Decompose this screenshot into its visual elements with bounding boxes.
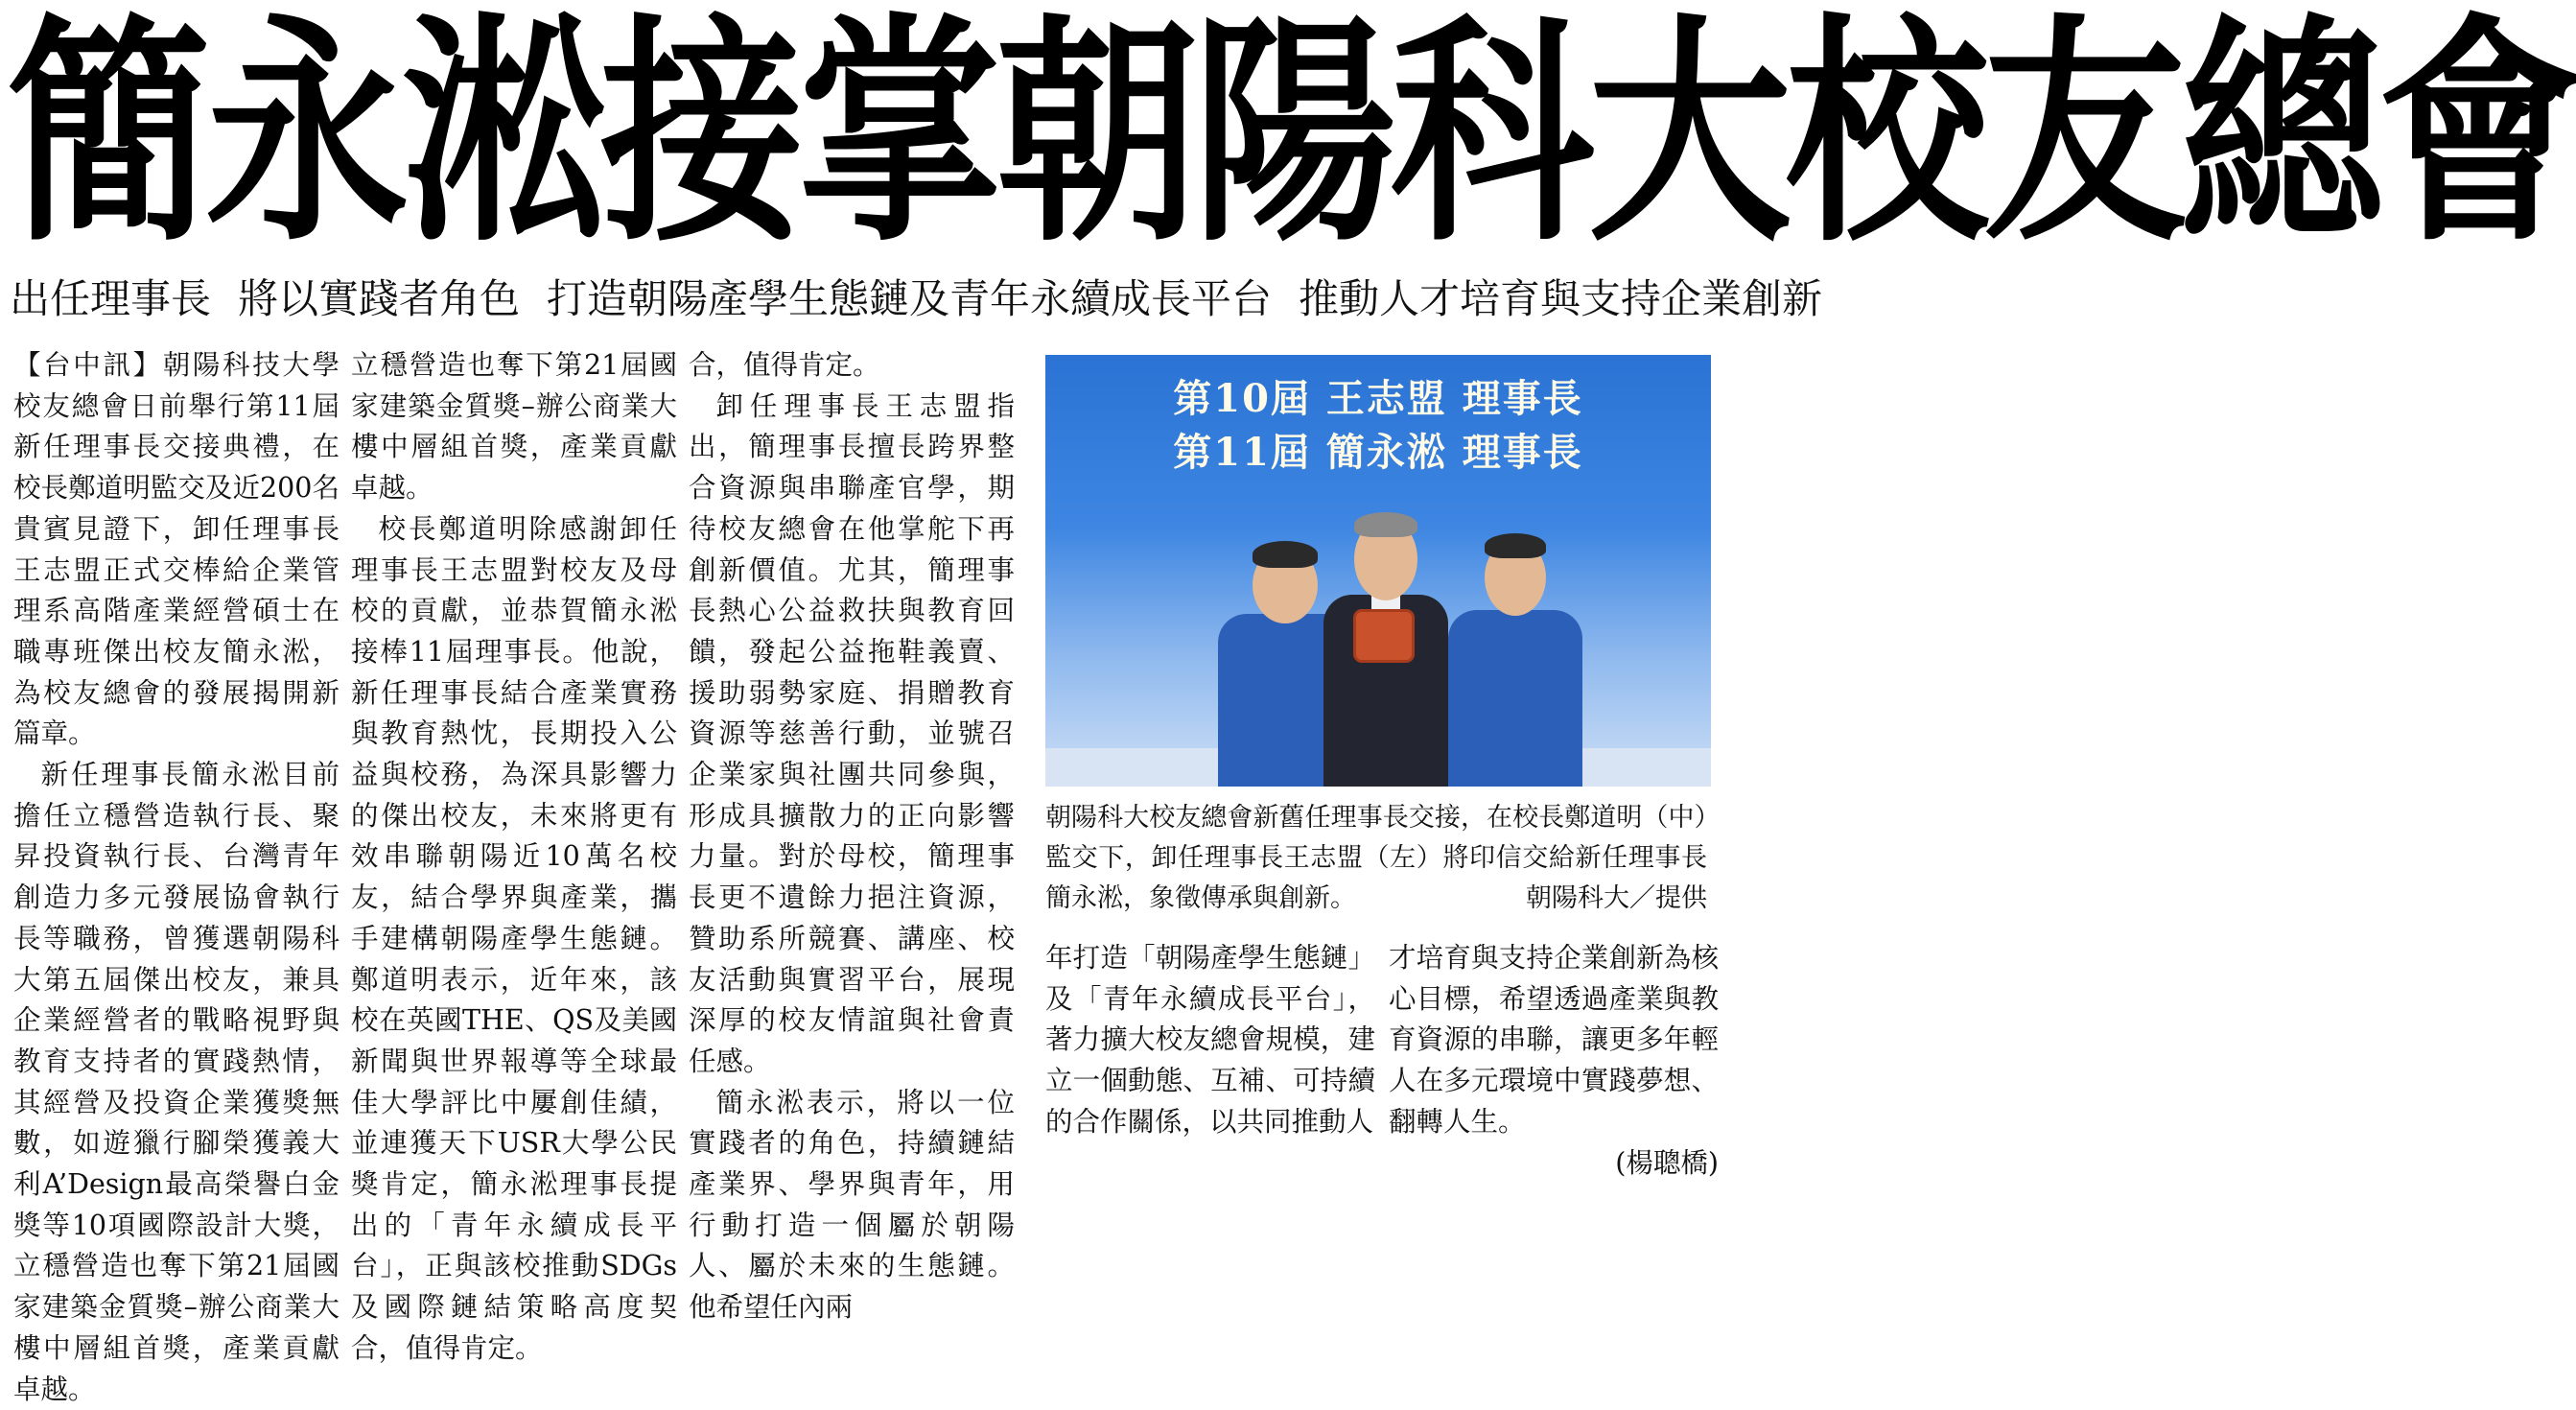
article-continuation: 合，值得肯定。	[689, 349, 880, 381]
photo-credit: 朝陽科大／提供	[1526, 883, 1707, 913]
article-column-2-text	[351, 345, 677, 1364]
article-paragraph: 校長鄭道明除感謝卸任理事長王志盟對校友及母校的貢獻，並恭賀簡永淞接棒11屆理事長。他說，新任理事長結合產業實務與教育熱忱，長期投入公益與校務，為深具影響力的傑出校友，未來將更有效串聯朝陽近10萬名校友，結合學界與產業，攜手建構朝陽產學生態鏈。鄭道明表示，近年來，該校在英國THE、QS及美國新聞與世界報導等全球最佳大學評比中屢創佳績，並連獲天下USR大學公民獎肯定，簡永淞理事長提出的「青年永續成長平台」，正與該校推動SDGs及國際鏈結策略高度契合，值得肯定。	[351, 512, 677, 1364]
headline	[8, 0, 2576, 274]
ceremony-photo	[1045, 355, 1711, 787]
photo-banner-line: 第10屆 王志盟 理事長	[1173, 376, 1583, 421]
article-column-3	[689, 345, 1015, 1324]
subhead-segment: 出任理事長	[10, 275, 212, 322]
official-seal	[1356, 612, 1412, 660]
article-paragraph: 簡永淞表示，將以一位實踐者的角色，持續鏈結產業界、學界與青年，用行動打造一個屬於朝陽人、屬於未來的生態鏈。他希望任內兩	[689, 1086, 1015, 1324]
article-paragraph-continued: 才培育與支持企業創新為核心目標，希望透過產業與教育資源的串聯，讓更多年輕人在多元環境中實踐夢想、翻轉人生。	[1389, 942, 1719, 1138]
article-paragraph-continued	[689, 345, 1015, 387]
article-column-1	[13, 345, 340, 1405]
article-paragraph-continued: 年打造「朝陽產學生態鏈」及「青年永續成長平台」，著力擴大校友總會規模，建立一個動態、互補、可持續的合作關係，以共同推動人	[1045, 942, 1375, 1138]
byline: (楊聰橋)	[1615, 1146, 1719, 1179]
subhead-segment: 打造朝陽產學生態鏈及青年永續成長平台	[547, 275, 1273, 322]
photo-caption	[1045, 798, 1707, 919]
headline-name: 簡永淞	[8, 0, 600, 274]
article-continuation: 立穩營造也奪下第21屆國家建築金質獎–辦公商業大樓中層組首獎，產業貢獻卓越。	[351, 349, 677, 505]
article-paragraph: 【台中訊】朝陽科技大學校友總會日前舉行第11屆新任理事長交接典禮，在校長鄭道明監交及近200名貴賓見證下，卸任理事長王志盟正式交棒給企業管理系高階產業經營碩士在職專班傑出校友簡永淞，為校友總會的發展揭開新篇章。	[13, 349, 340, 750]
subhead-segment: 推動人才培育與支持企業創新	[1299, 275, 1823, 322]
person-right	[1448, 518, 1582, 787]
subhead-segment: 將以實踐者角色	[238, 275, 521, 322]
article-column-4	[1045, 938, 1375, 1143]
article-column-5	[1389, 938, 1719, 1184]
photo-banner-line: 第11屆 簡永淞 理事長	[1173, 430, 1583, 475]
article-paragraph: 新任理事長簡永淞目前擔任立穩營造執行長、聚昇投資執行長、台灣青年創造力多元發展協會執行長等職務，曾獲選朝陽科大第五屆傑出校友，兼具企業經營者的戰略視野與教育支持者的實踐熱情，其經營及投資企業獲獎無數，如遊獵行腳榮獲義大利A’Design最高榮譽白金獎等10項國際設計大獎，立穩營造也奪下第21屆國家建築金質獎–辦公商業大樓中層組首獎，產業貢獻卓越。	[13, 759, 340, 1405]
caption-text: 朝陽科大校友總會新舊任理事長交接，在校長鄭道明（中）監交下，卸任理事長王志盟（左）將印信交給新任理事長簡永淞，象徵傳承與創新。	[1045, 803, 1707, 913]
subhead	[10, 272, 2254, 326]
article-paragraph-continued	[351, 345, 677, 509]
headline-title: 接掌朝陽科大校友總會	[600, 0, 2576, 274]
article-paragraph: 卸任理事長王志盟指出，簡理事長擅長跨界整合資源與串聯產官學，期待校友總會在他掌舵下再創新價值。尤其，簡理事長熱心公益救扶與教育回饋，發起公益拖鞋義賣、援助弱勢家庭、捐贈教育資源等慈善行動，並號召企業家與社團共同參與，形成具擴散力的正向影響力量。對於母校，簡理事長更不遺餘力挹注資源，贊助系所競賽、講座、校友活動與實習平台，展現深厚的校友情誼與社會責任感。	[689, 389, 1015, 1077]
